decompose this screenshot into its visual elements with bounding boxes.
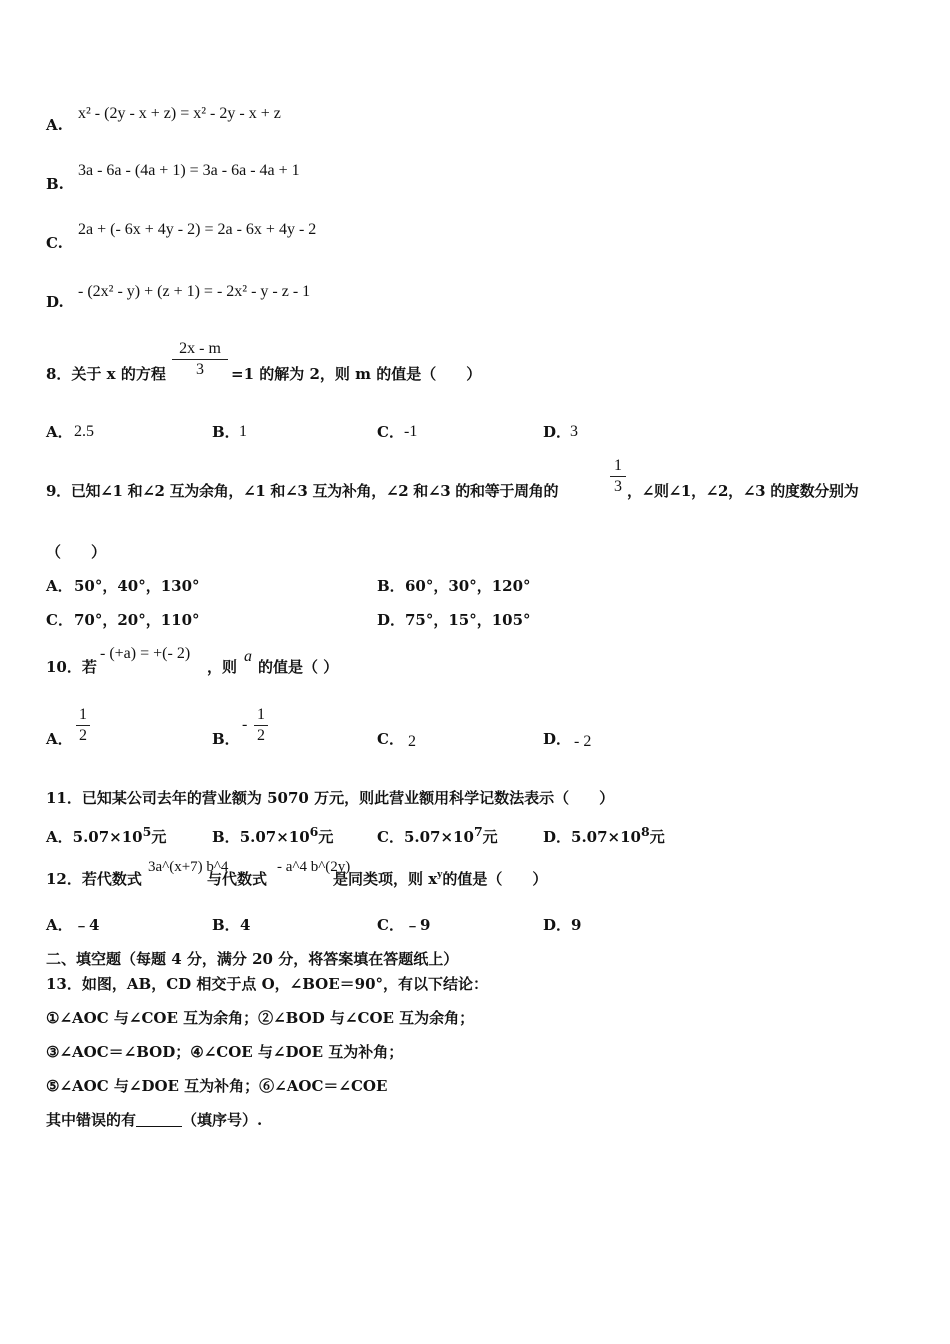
- q11-c-unit: 元: [482, 828, 498, 846]
- q10-expr: - (+a) = +(- 2): [100, 645, 191, 662]
- q10-suffix: 的值是（ ）: [258, 658, 339, 676]
- q13-last-prefix: 其中错误的有: [46, 1111, 137, 1129]
- q13-intro: 13．如图，AB，CD 相交于点 O，∠BOE＝90°，有以下结论：: [46, 975, 489, 993]
- q12-option-b-label: B．: [212, 916, 240, 934]
- q10-prefix: 10．若: [46, 658, 97, 676]
- q8-frac-den: 3: [196, 361, 204, 378]
- q7-option-d-label: D.: [46, 293, 64, 311]
- q9-option-c-value: 70°，20°，110°: [74, 611, 200, 629]
- q10-mid: ，则: [207, 658, 238, 676]
- q9-suffix: ，∠则∠1，∠2，∠3 的度数分别为: [627, 482, 859, 500]
- q13-line2: ③∠AOC＝∠BOD；④∠COE 与∠DOE 互为补角；: [46, 1043, 404, 1061]
- q10-b-num: 1: [257, 706, 265, 723]
- q11-text: 11．已知某公司去年的营业额为 5070 万元，则此营业额用科学记数法表示（ ）: [46, 789, 615, 807]
- q11-b-exp: 6: [309, 824, 319, 839]
- q11-b-unit: 元: [318, 828, 334, 846]
- q8-fraction: [172, 340, 228, 379]
- q12-prefix: 12．若代数式: [46, 870, 142, 888]
- q8-prefix: 8．关于 x 的方程: [46, 365, 166, 383]
- q12-suffix: [333, 870, 547, 888]
- q8-option-c-value: -1: [404, 423, 418, 440]
- q8-option-a-label: A．: [46, 423, 73, 441]
- q13-answer-line: [46, 1111, 262, 1129]
- q10-option-d-value: - 2: [574, 733, 592, 750]
- section-title: 二、填空题（每题 4 分，满分 20 分，将答案填在答题纸上）: [46, 950, 459, 968]
- q7-option-c-expr: 2a + (- 6x + 4y - 2) = 2a - 6x + 4y - 2: [78, 221, 317, 238]
- q11-c-exp: 7: [473, 824, 483, 839]
- q10-option-a-label: A．: [46, 730, 73, 748]
- q9-option-b-value: 60°，30°，120°: [405, 577, 531, 595]
- q8-option-b-value: 1: [239, 423, 247, 440]
- q10-a-den: 2: [79, 727, 87, 744]
- q7-option-b-label: B.: [46, 175, 64, 193]
- q12-expr1: 3a^(x+7) b^4: [148, 859, 229, 875]
- q11-option-b: [212, 823, 333, 846]
- q9-fraction: [610, 457, 626, 496]
- q11-b-label: B．: [212, 828, 240, 846]
- q10-option-c-label: C．: [377, 730, 404, 748]
- q8-suffix: =1 的解为 2，则 m 的值是（ ）: [231, 365, 482, 383]
- fraction-bar: [610, 476, 626, 477]
- q9-frac-num: 1: [614, 457, 622, 474]
- q9-frac-den: 3: [614, 478, 622, 495]
- q8-option-c-label: C．: [377, 423, 404, 441]
- q12-suffix-text: 是同类项，则 x: [333, 870, 438, 888]
- q10-var: a: [244, 648, 252, 665]
- q10-option-b-label: B．: [212, 730, 240, 748]
- q7-option-d-expr: - (2x² - y) + (z + 1) = - 2x² - y - z - 1: [78, 283, 311, 300]
- q12-mid: 与代数式: [207, 870, 268, 888]
- q11-a-base: 5.07×10: [72, 828, 143, 846]
- q11-a-exp: 5: [142, 824, 152, 839]
- q12-option-c-label: C．: [377, 916, 404, 934]
- q11-b-base: 5.07×10: [239, 828, 310, 846]
- q11-a-unit: 元: [151, 828, 167, 846]
- q12-option-b-value: 4: [240, 916, 251, 934]
- q9-option-a-value: 50°，40°，130°: [74, 577, 200, 595]
- q13-line3: ⑤∠AOC 与∠DOE 互为补角；⑥∠AOC＝∠COE: [46, 1077, 388, 1095]
- q10-option-d-label: D．: [543, 730, 572, 748]
- q8-frac-num: 2x - m: [179, 340, 221, 357]
- q12-option-c-value: ﹣9: [405, 916, 431, 934]
- q12-option-d-label: D．: [543, 916, 572, 934]
- q10-b-den: 2: [257, 727, 265, 744]
- q13-last-suffix: （填序号）.: [182, 1111, 263, 1129]
- q7-option-a-expr: x² - (2y - x + z) = x² - 2y - x + z: [78, 105, 281, 122]
- q10-a-num: 1: [79, 706, 87, 723]
- q10-option-b-sign: -: [242, 716, 248, 733]
- q12-option-d-value: 9: [571, 916, 582, 934]
- q12-suffix2: 的值是（ ）: [442, 870, 548, 888]
- q9-option-c-label: C．: [46, 611, 73, 629]
- q10-option-a-fraction: [76, 706, 90, 745]
- q8-option-d-label: D．: [543, 423, 572, 441]
- fraction-bar: [172, 359, 228, 360]
- fraction-bar: [76, 725, 90, 726]
- q11-d-unit: 元: [649, 828, 665, 846]
- q11-d-exp: 8: [641, 824, 650, 839]
- q9-prefix: 9．已知∠1 和∠2 互为余角，∠1 和∠3 互为补角，∠2 和∠3 的和等于周角的: [46, 482, 559, 500]
- q11-option-c: [377, 823, 498, 846]
- fraction-bar: [254, 725, 268, 726]
- q11-c-label: C．: [377, 828, 404, 846]
- q10-option-b-fraction: [254, 706, 268, 745]
- q11-a-label: A．: [46, 828, 73, 846]
- q11-option-a: [46, 823, 166, 846]
- q11-option-d: [543, 823, 665, 846]
- q7-option-c-label: C.: [46, 234, 63, 252]
- q10-option-c-value: 2: [408, 733, 416, 750]
- q12-option-a-value: ﹣4: [74, 916, 100, 934]
- q7-option-a-label: A.: [46, 116, 63, 134]
- q7-option-b-expr: 3a - 6a - (4a + 1) = 3a - 6a - 4a + 1: [78, 162, 300, 179]
- q11-c-base: 5.07×10: [403, 828, 474, 846]
- q9-option-d-value: 75°，15°，105°: [405, 611, 531, 629]
- q9-option-d-label: D．: [377, 611, 406, 629]
- q9-paren: （ ）: [46, 543, 107, 561]
- q8-option-a-value: 2.5: [74, 423, 94, 440]
- q8-option-b-label: B．: [212, 423, 240, 441]
- answer-blank[interactable]: [136, 1112, 182, 1127]
- q9-option-b-label: B．: [377, 577, 405, 595]
- q9-option-a-label: A．: [46, 577, 73, 595]
- q8-option-d-value: 3: [570, 423, 578, 440]
- q12-expr2: - a^4 b^(2y): [277, 859, 351, 875]
- q12-sup: y: [437, 870, 443, 880]
- q12-option-a-label: A．: [46, 916, 73, 934]
- q13-line1: ①∠AOC 与∠COE 互为余角；②∠BOD 与∠COE 互为余角；: [46, 1009, 475, 1027]
- q11-d-base: 5.07×10: [571, 828, 641, 846]
- q11-d-label: D．: [543, 828, 572, 846]
